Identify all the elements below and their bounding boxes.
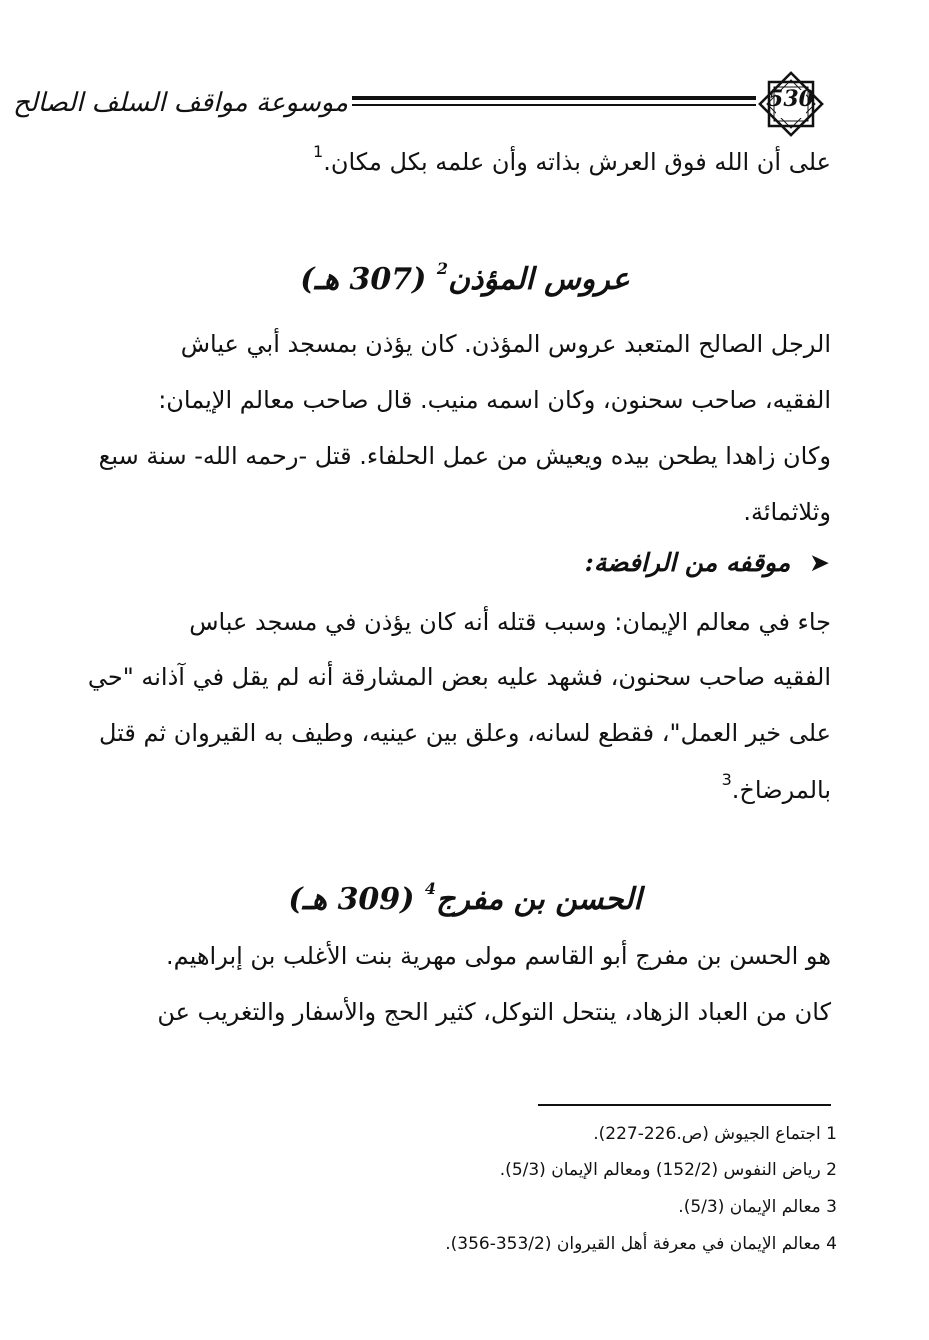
header-double-rule — [352, 96, 756, 110]
footnote-3-num: 3 — [826, 1197, 837, 1217]
footnote-4-num: 4 — [826, 1234, 837, 1254]
heading-2-year: (309 هـ) — [288, 882, 415, 917]
footnote-2-text: رياض النفوس (152/2) ومعالم الإيمان (5/3). — [499, 1160, 821, 1180]
heading-1-year: (307 هـ) — [300, 262, 427, 297]
continuation-text: على أن الله فوق العرش بذاته وأن علمه بكل مكان. — [323, 148, 831, 176]
paragraph-2-line-3: على خير العمل"، فقطع لسانه، وعلق بين عينيه، وطيف به القيروان ثم قتل — [98, 719, 831, 747]
paragraph-1-line-3: وكان زاهدا يطحن بيده ويعيش من عمل الحلفاء. قتل -رحمه الله- سنة سبع — [98, 442, 831, 470]
paragraph-3-line-1: هو الحسن بن مفرج أبو القاسم مولى مهرية بنت الأغلب بن إبراهيم. — [166, 942, 831, 970]
arrowhead-left-icon: ➤ — [809, 548, 830, 577]
subheading-text: موقفه من الرافضة: — [584, 548, 791, 577]
footnote-1 — [300, 1124, 837, 1144]
heading-1-name: عروس المؤذن — [447, 262, 630, 297]
section-heading-2 — [120, 879, 810, 917]
footnote-ref-1: 1 — [313, 142, 324, 161]
subheading-position — [300, 548, 830, 577]
paragraph-2-line-4-text: بالمرضاخ. — [731, 776, 831, 804]
footnote-1-text: اجتماع الجيوش (ص.226-227). — [593, 1124, 821, 1144]
footnote-3 — [300, 1197, 837, 1217]
footnote-ref-4: 4 — [424, 879, 436, 898]
footnote-4 — [300, 1234, 837, 1254]
paragraph-1-line-4: وثلاثمائة. — [743, 498, 831, 526]
paragraph-3-line-2: كان من العباد الزهاد، ينتحل التوكل، كثير الحج والأسفار والتغريب عن — [157, 998, 831, 1026]
footnote-4-text: معالم الإيمان في معرفة أهل القيروان (353/2-356). — [445, 1234, 821, 1254]
paragraph-2-line-1: جاء في معالم الإيمان: وسبب قتله أنه كان يؤذن في مسجد عباس — [189, 608, 831, 636]
paragraph-1-line-1: الرجل الصالح المتعبد عروس المؤذن. كان يؤذن بمسجد أبي عياش — [180, 330, 831, 358]
footnote-ref-3: 3 — [721, 770, 732, 789]
paragraph-2-line-2: الفقيه صاحب سحنون، فشهد عليه بعض المشارقة أنه لم يقل في آذانه "حي — [87, 663, 831, 691]
paragraph-2-line-4 — [95, 770, 831, 804]
footnote-ref-2: 2 — [436, 259, 448, 278]
series-title: موسوعة مواقف السلف الصالح — [13, 88, 348, 118]
heading-2-name: الحسن بن مفرج — [435, 882, 642, 917]
section-heading-1 — [120, 259, 810, 297]
page-number: 530 — [768, 86, 814, 112]
footnote-1-num: 1 — [826, 1124, 837, 1144]
footnote-separator — [538, 1104, 831, 1106]
footnote-2 — [300, 1160, 837, 1180]
paragraph-1-line-2: الفقيه، صاحب سحنون، وكان اسمه منيب. قال صاحب معالم الإيمان: — [158, 386, 831, 414]
footnote-3-text: معالم الإيمان (5/3). — [678, 1197, 821, 1217]
continuation-line — [95, 142, 831, 176]
footnote-2-num: 2 — [826, 1160, 837, 1180]
